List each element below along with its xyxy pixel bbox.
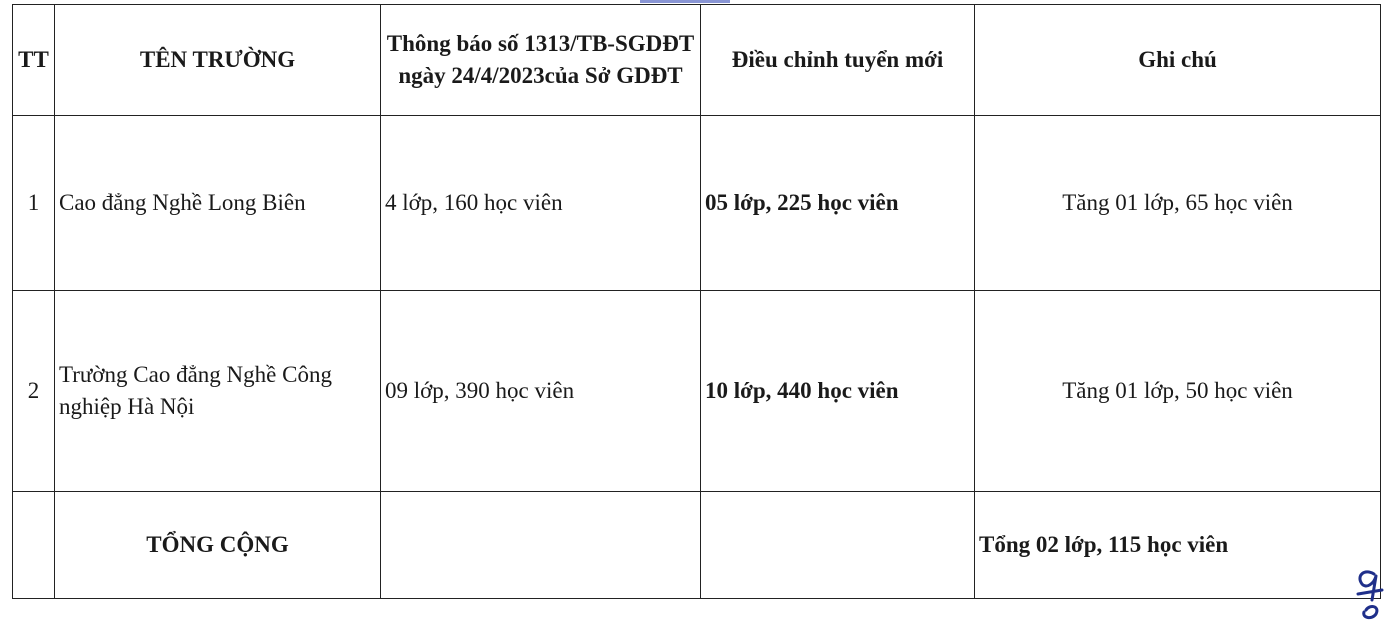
total-row <box>13 492 1381 599</box>
header-tt: TT <box>13 5 55 116</box>
row-tt: 2 <box>13 291 55 492</box>
row-notice-value: 09 lớp, 390 học viên <box>381 291 701 492</box>
header-adjustment: Điều chỉnh tuyển mới <box>701 5 975 116</box>
scan-edge-mark <box>640 0 730 3</box>
total-tt-empty <box>13 492 55 599</box>
row-notice-value: 4 lớp, 160 học viên <box>381 116 701 291</box>
row-note: Tăng 01 lớp, 50 học viên <box>975 291 1381 492</box>
enrollment-table <box>12 4 1381 599</box>
row-adjustment-value: 10 lớp, 440 học viên <box>701 291 975 492</box>
header-note: Ghi chú <box>975 5 1381 116</box>
header-school-name: TÊN TRƯỜNG <box>55 5 381 116</box>
row-note: Tăng 01 lớp, 65 học viên <box>975 116 1381 291</box>
total-notice-empty <box>381 492 701 599</box>
handwritten-initial-mark <box>1352 560 1386 622</box>
total-note: Tổng 02 lớp, 115 học viên <box>975 492 1381 599</box>
total-adjustment-empty <box>701 492 975 599</box>
table-row <box>13 291 1381 492</box>
header-notice: Thông báo số 1313/TB-SGDĐT ngày 24/4/2023của Sở GDĐT <box>381 5 701 116</box>
total-label: TỔNG CỘNG <box>55 492 381 599</box>
table-header-row <box>13 5 1381 116</box>
row-tt: 1 <box>13 116 55 291</box>
row-adjustment-value: 05 lớp, 225 học viên <box>701 116 975 291</box>
row-school-name: Trường Cao đẳng Nghề Công nghiệp Hà Nội <box>55 291 381 492</box>
row-school-name: Cao đẳng Nghề Long Biên <box>55 116 381 291</box>
table-row <box>13 116 1381 291</box>
